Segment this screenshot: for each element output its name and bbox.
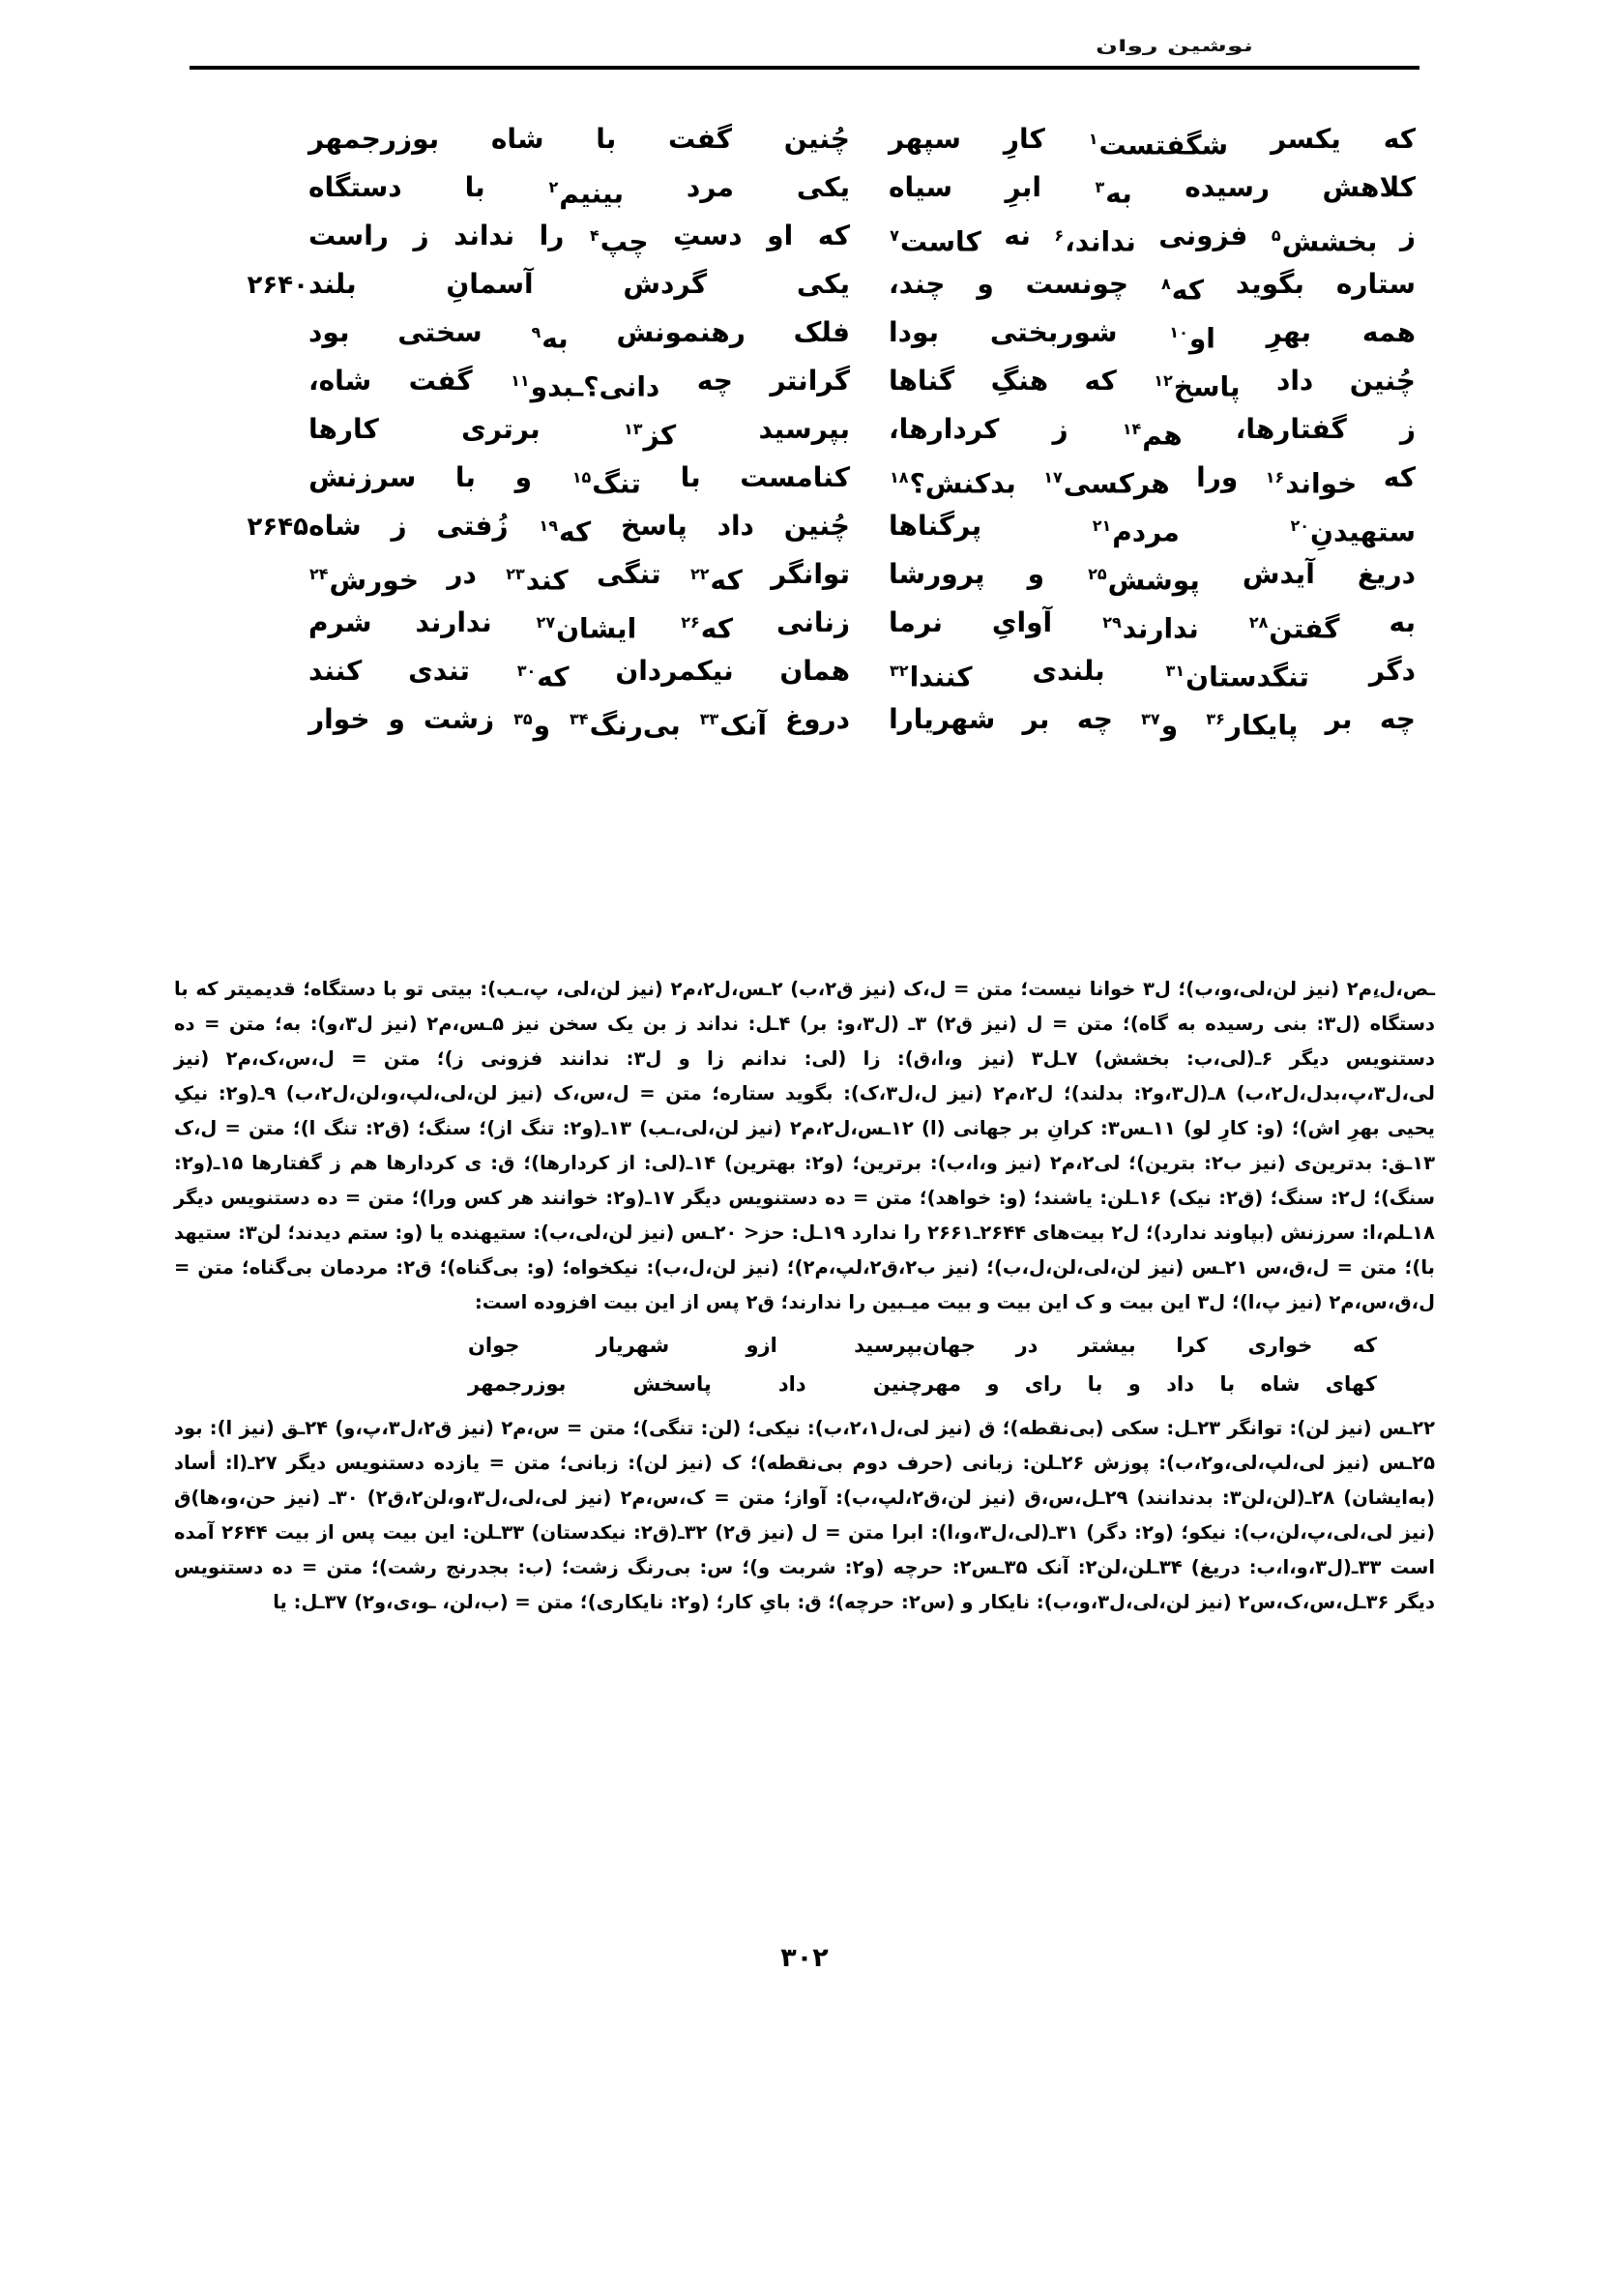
verse-word: شوربختی — [989, 316, 1118, 348]
verse-word: که — [1084, 365, 1117, 397]
verse-word: او — [767, 220, 794, 251]
hemistich-left — [850, 259, 1416, 314]
verse-word: که$^{۲۲}$ — [689, 564, 743, 597]
verse-word: کنند — [308, 655, 363, 687]
verse-word: سرزنش — [308, 461, 417, 493]
hemistich-right — [308, 404, 850, 459]
verse-word: و$^{۳۵}$ — [513, 709, 551, 742]
verse-word: کهای — [1325, 1372, 1377, 1396]
inset-hemistich-left — [922, 1326, 1377, 1365]
verse-word: ورا — [1196, 461, 1239, 493]
verse-number: ۲۶۴۵ — [247, 513, 308, 542]
hemistich-left — [850, 211, 1416, 266]
verse-word: بیشتر — [1078, 1334, 1136, 1357]
running-head — [190, 37, 1419, 70]
verse-word: و — [514, 461, 533, 493]
verse-number — [237, 211, 308, 213]
hemistich-right — [308, 308, 850, 363]
verse-word: با — [464, 171, 485, 203]
verse-word: به$^۳$ — [1095, 177, 1132, 210]
verse-word: بی‌رنگ$^{۳۴}$ — [570, 709, 681, 742]
verse-word: شاه، — [308, 365, 372, 397]
verse-number — [237, 308, 308, 309]
verse-word: با — [1087, 1372, 1103, 1396]
verse-word: کلاهش — [1322, 171, 1416, 203]
verse-word: بر — [1325, 703, 1353, 735]
verse-word: شگفتست$^۱$ — [1088, 129, 1229, 162]
verse-number — [237, 453, 308, 455]
verse-number — [237, 404, 308, 406]
verse-word: گفت — [667, 123, 733, 155]
footnote-marker: ۱۰ — [1169, 323, 1188, 341]
verse-word: هم$^{۱۴}$ — [1122, 419, 1183, 452]
verse-word: پاسخ — [621, 510, 687, 542]
footnote-marker: ۱۵ — [571, 468, 592, 486]
verse-word: او$^{۱۰}$ — [1169, 322, 1215, 355]
verse-word: راست — [308, 220, 389, 251]
verse-word: چند، — [889, 268, 946, 300]
verse-line — [193, 308, 1416, 356]
footnote-marker: ۲۰ — [1290, 516, 1310, 535]
verse-word: چه — [696, 365, 733, 397]
verse-word: بدکنش؟$^{۱۸}$ — [890, 467, 1016, 500]
verse-word: دریغ — [1357, 558, 1416, 590]
page-number: ۳۰۲ — [780, 1943, 829, 1973]
hemistich-right — [308, 549, 850, 604]
verse-word: شاه — [490, 123, 544, 155]
verse-number — [237, 162, 308, 164]
verse-word: ز — [413, 220, 429, 251]
footnote-marker: ۱۳ — [623, 420, 643, 438]
verse-word: نداند،$^۶$ — [1054, 225, 1136, 258]
verse-word: و — [977, 268, 994, 300]
verse-word: نیکمردان — [615, 655, 734, 687]
hemistich-right — [308, 694, 850, 750]
verse-word: بر — [1022, 703, 1050, 735]
verse-word: زُفتی — [436, 510, 509, 542]
footnote-marker: ۱۴ — [1122, 420, 1142, 438]
verse-word: مرد — [686, 171, 734, 203]
verse-word: کنندا$^{۳۲}$ — [890, 661, 973, 693]
verse-block — [193, 114, 1416, 743]
verse-word: شهریار — [596, 1334, 670, 1357]
verse-word: گرانتر — [770, 365, 850, 397]
verse-word: بخشش$^۵$ — [1271, 225, 1378, 258]
verse-word: به$^۹$ — [531, 322, 569, 355]
verse-word: که$^۸$ — [1160, 274, 1204, 307]
verse-word: پوشش$^{۲۵}$ — [1088, 564, 1200, 597]
verse-word: در — [1015, 1334, 1039, 1357]
verse-word: کنامست — [740, 461, 850, 493]
verse-word: و — [986, 1372, 1000, 1396]
verse-word: سپهر — [889, 123, 961, 155]
footnote-marker: ۸ — [1160, 275, 1171, 293]
verse-line — [193, 404, 1416, 453]
footnote-marker: ۵ — [1271, 226, 1281, 245]
verse-word: که — [817, 220, 850, 251]
verse-word: نرما — [889, 606, 943, 638]
footnote-marker: ۶ — [1054, 226, 1065, 245]
verse-word: بوزرجمهر — [468, 1372, 567, 1396]
verse-word: و — [1127, 1372, 1141, 1396]
verse-word: گفت — [408, 365, 473, 397]
verse-word: هنگِ — [990, 365, 1049, 397]
verse-word: آوایِ — [991, 606, 1053, 638]
apparatus-paragraph-1: ـص،ل،ِم۲ (نیز لن،لی،و،ب)؛ ل۳ خوانا نیست؛ متن = ل،ک (نیز ق۲،ب) ۲ـس،ل۲،م۲ (نیز لن،لی، پ،ـب): بیتی تو با دستگاه؛ قدیمیتر که با دستگاه (ل۳: بنی رسیده به گاه)؛ متن = ل (نیز ق۲) ۳ـ (ل۳،و: بر) ۴ـل: نداند ز بن یک سخن نیز ۵ـس،م۲ (نیز ل۳،و): به؛ متن = ده دستنویس دیگر ۶ـ(لی،ب: بخشش) ۷ـل۳ (نیز و،ا،ق): زا (لی: ندانم زا و ل۳: ندانند فزونی ز)؛ متن = ل،س،ک،م۲ (نیز لی،ل۳،پ،بدل،ل۲،ب) ۸ـ(ل۳،و۲: بدلند)؛ ل۲،م۲ (نیز ل،ل۳،ک): بگوید ستاره؛ متن = ل،س،ک (نیز لن،لی،لپ،و،لن،ل۲،ب) ۹ـ(و۲: نیکِ یحیی بهرِ اش)؛ (و: کارِ لو) ۱۱ـس۳: کرانِ بر جهانی (ا) ۱۲ـس،ل۲،م۲ (نیز لن،لی،ـب) ۱۳ـ(و۲: تنگ از)؛ سنگ؛ (ق۲: تنگ ا)؛ متن = ل،ک ۱۳ـق: بدترین‌ی (نیز ب۲: بترین)؛ لی۲،م۲ (نیز و،ا،ب): برترین؛ (و۲: بهترین) ۱۴ـ(لی: از کردارها)؛ ق: ی کردارها هم ز گفتارها ۱۵ـ(و۲: سنگ)؛ ل۲: سنگ؛ (ق۲: نیک) ۱۶ـلن: یاشند؛ (و: خواهد)؛ متن = ده دستنویس دیگر ۱۷ـ(و۲: خوانند هر کس ورا)؛ متن = ده دستنویس دیگر ۱۸ـلم،ا: سرزنش (بپاوند ندارد)؛ ل۲ بیت‌های ۲۶۴۴ـ۲۶۶۱ را ندارد ۱۹ـل: حز< ۲۰ـس (نیز لن،لی،ب): ستیهنده یا (و: ستم دیدند؛ لن۳: ستیهد با)؛ متن = ل،ق،س ۲۱ـس (نیز لن،لی،لن،ل،ب)؛ (نیز ب۲،ق۲،لپ،م۲)؛ (نیز لن،ل،ب): نیکخواه؛ (و: بی‌گناه)؛ ق۲: مردمان بی‌گناه؛ متن = ل،ق،س،م۲ (نیز پ،ا)؛ ل۳ این بیت و ک این بیت و بیت میـبین را ندارند؛ ق۲ پس از این بیت افزوده است: — [174, 978, 1436, 1313]
verse-word: نه — [1004, 220, 1031, 251]
verse-word: گناها — [889, 365, 955, 397]
verse-word: ندارند$^{۲۹}$ — [1102, 612, 1199, 645]
verse-word: رهنمونش — [616, 316, 746, 348]
footnote-marker: ۳۶ — [1206, 710, 1225, 728]
verse-word: هرکسی$^{۱۷}$ — [1043, 467, 1170, 500]
verse-word: همه — [1361, 316, 1416, 348]
verse-word: با — [596, 123, 617, 155]
verse-word: چُنین — [783, 510, 850, 542]
verse-word: مردم$^{۲۱}$ — [1092, 515, 1180, 548]
verse-word: تنگدستان$^{۳۱}$ — [1165, 661, 1309, 693]
verse-word: کند$^{۲۳}$ — [506, 564, 569, 597]
verse-word: خوار — [308, 703, 370, 735]
verse-word: ایشان$^{۲۷}$ — [536, 612, 637, 645]
verse-word: کرا — [1176, 1334, 1208, 1357]
footnote-marker: ۳۲ — [890, 662, 909, 680]
verse-line — [193, 646, 1416, 694]
verse-word: رسیده — [1185, 171, 1270, 203]
hemistich-right — [308, 453, 850, 508]
verse-number — [237, 549, 308, 551]
verse-word: چونست — [1025, 268, 1129, 300]
verse-word: تنگی — [597, 558, 661, 590]
verse-word: که — [1353, 1334, 1377, 1357]
verse-word: یکی — [796, 268, 850, 300]
footnote-marker: ۲۹ — [1102, 613, 1122, 632]
verse-word: شاه — [1260, 1372, 1301, 1396]
footnote-marker: ۲۸ — [1248, 613, 1269, 632]
verse-line — [193, 162, 1416, 211]
verse-word: توانگر — [771, 558, 850, 590]
verse-line — [193, 356, 1416, 404]
verse-word: بودا — [889, 316, 940, 348]
verse-word: پایکار$^{۳۶}$ — [1206, 709, 1299, 742]
footnote-marker: ۳۱ — [1165, 662, 1185, 680]
verse-word: برتری — [461, 413, 541, 445]
verse-word: با — [680, 461, 701, 493]
verse-word: که$^{۲۶}$ — [681, 612, 733, 645]
verse-word: گفتارها، — [1235, 413, 1347, 445]
hemistich-left — [850, 549, 1416, 604]
inset-hemistich-right — [468, 1326, 922, 1365]
verse-word: ز — [1052, 413, 1068, 445]
hemistich-right — [308, 259, 850, 309]
hemistich-left — [850, 114, 1416, 169]
hemistich-left — [850, 162, 1416, 218]
verse-word: که$^{۳۰}$ — [516, 661, 570, 693]
verse-word: یکی — [796, 171, 850, 203]
hemistich-left — [850, 598, 1416, 653]
verse-word: فلک — [793, 316, 850, 348]
verse-word: زنانی — [776, 606, 850, 638]
verse-word: نداند — [453, 220, 515, 251]
footnote-marker: ۱۷ — [1043, 468, 1063, 486]
verse-word: شرم — [308, 606, 372, 638]
footnote-marker: ۴ — [589, 226, 600, 245]
footnote-marker: ۳۷ — [1141, 710, 1160, 728]
verse-word: چپ$^۴$ — [589, 225, 649, 258]
footnote-marker: ۹ — [531, 323, 541, 341]
footnote-marker: ۲۳ — [506, 565, 525, 583]
verse-word: یکسر — [1271, 123, 1341, 155]
verse-word: بوزرجمهر — [308, 123, 440, 155]
verse-line — [193, 501, 1416, 549]
footnote-marker: ۱ — [1088, 130, 1098, 148]
verse-word: گفتن$^{۲۸}$ — [1248, 612, 1340, 645]
apparatus-paragraph-2: ۲۲ـس (نیز لن): توانگر ۲۳ـل: سکی (بی‌نقطه)؛ ق (نیز لی،ل۲،۱،ب): نیکی؛ (لن: تنگی)؛ متن = س،م۲ (نیز ق۲،ل۳،پ،و) ۲۴ـق (نیز ا): بود ۲۵ـس (نیز لی،لپ،لی،و۲،ب): پوزش ۲۶ـلن: زبانی (حرف دوم بی‌نقطه)؛ ک (نیز لن): زبانی؛ متن = یازده دستنویس دیگر ۲۷ـ(ا: أساد (به‌ایشان) ۲۸ـ(لن،لن۳: بدندانند) ۲۹ـل،س،ق (نیز لن،ق۲،لپ،ب): آواز؛ متن = ک،س،م۲ (نیز لی،لی،ل۳،و،لن۲،ق۲) ۳۰ـ (نیز حن،و،ها)ق (نیز لی،لی،پ،لن،ب): نیکو؛ (و۲: دگر) ۳۱ـ(لی،ل۳،و،ا): ابرا متن = ل (نیز ق۲) ۳۲ـ(ق۲: نیکدستان) ۳۳ـلن: این بیت پس از بیت ۲۶۴۴ آمده است ۳۳ـ(ل۳،و،ا،ب: دریغ) ۳۴ـلن،لن۲: آنک ۳۵ـس۲: حرچه (و۲: شربت و)؛ س: بی‌رنگ زشت؛ (ب: بجدرنج رشت)؛ متن = ده دستنویس دیگر ۳۶ـل،س،ک،س۲ (نیز لن،لی،ل۳،و،ب): نایکار و (س۲: حرچه)؛ ق: بایِ کار؛ (و۲: نایکاری)؛ متن = (ب،لن، ـو،ی،و۲) ۳۷ـل: یا — [174, 1417, 1436, 1613]
verse-word: زشت — [423, 703, 495, 735]
hemistich-right — [308, 114, 850, 163]
verse-word: ندارند — [415, 606, 492, 638]
hemistich-right — [308, 598, 850, 653]
apparatus-inset-verse — [232, 1326, 1377, 1365]
verse-word: به — [1389, 606, 1416, 638]
hemistich-right — [308, 356, 850, 411]
verse-word: چه — [1076, 703, 1113, 735]
verse-word: بهرِ — [1266, 316, 1312, 348]
verse-word: مهر — [922, 1372, 961, 1396]
verse-word: چُنین — [1349, 365, 1416, 397]
hemistich-left — [850, 404, 1416, 459]
verse-word: خورش$^{۲۴}$ — [309, 564, 420, 597]
verse-word: ز — [1399, 220, 1416, 251]
apparatus-inset-verses — [174, 1326, 1435, 1403]
footnote-marker: ۲۲ — [689, 565, 710, 583]
header-rule — [190, 66, 1419, 70]
verse-word: چه — [1379, 703, 1416, 735]
hemistich-left — [850, 646, 1416, 701]
verse-word: ازو — [746, 1334, 777, 1357]
verse-number — [237, 356, 308, 358]
verse-word: که — [1383, 123, 1416, 155]
verse-word: دروغ — [784, 703, 850, 735]
running-head-title: نوشین روان — [1096, 37, 1253, 56]
verse-word: جوان — [468, 1334, 520, 1357]
verse-word: و$^{۳۷}$ — [1141, 709, 1179, 742]
verse-word: ز — [391, 510, 407, 542]
verse-word: آیدش — [1242, 558, 1315, 590]
verse-word: تندی — [408, 655, 470, 687]
verse-word: بپرسید — [854, 1334, 922, 1357]
footnote-marker: ۱۲ — [1154, 371, 1173, 390]
verse-word: دستگاه — [308, 171, 402, 203]
verse-word: سیاه — [889, 171, 953, 203]
hemistich-left — [850, 308, 1416, 363]
verse-word: گردش — [623, 268, 708, 300]
verse-word: خواند$^{۱۶}$ — [1265, 467, 1358, 500]
verse-number — [237, 646, 308, 648]
verse-line — [193, 549, 1416, 598]
verse-word: پرورشا — [889, 558, 985, 590]
footnote-marker: ۲۷ — [536, 613, 556, 632]
verse-word: کردارها، — [889, 413, 1000, 445]
verse-word: چُنین — [783, 123, 850, 155]
hemistich-right — [308, 162, 850, 218]
hemistich-left — [850, 694, 1416, 750]
verse-word: را — [539, 220, 565, 251]
verse-word: بپرسید — [758, 413, 850, 445]
verse-word: آسمانِ — [446, 268, 534, 300]
footnote-marker: ۷ — [890, 226, 899, 245]
footnote-marker: ۲۴ — [309, 565, 329, 583]
hemistich-left — [850, 356, 1416, 411]
footnote-marker: ۱۸ — [890, 468, 909, 486]
footnote-marker: ۳۰ — [516, 662, 537, 680]
hemistich-left — [850, 501, 1416, 556]
footnote-marker: ۱۱ — [511, 371, 530, 390]
verse-word: و — [1027, 558, 1045, 590]
verse-word: شاه — [308, 510, 362, 542]
verse-word: و — [388, 703, 405, 735]
verse-line — [193, 598, 1416, 646]
footnote-marker: ۲۱ — [1092, 516, 1112, 535]
verse-word: بینیم$^۲$ — [548, 177, 624, 210]
verse-number — [237, 114, 308, 116]
footnote-marker: ۳۳ — [699, 710, 719, 728]
verse-word: دگر — [1368, 655, 1416, 687]
verse-word: ز — [1399, 413, 1416, 445]
hemistich-right — [308, 501, 850, 556]
verse-line — [193, 211, 1416, 259]
verse-word: ابرِ — [1005, 171, 1042, 203]
verse-word: داد — [717, 510, 754, 542]
verse-word: سختی — [397, 316, 483, 348]
verse-word: داد — [1166, 1372, 1194, 1396]
footnote-marker: ۳۵ — [513, 710, 533, 728]
footnote-marker: ۲۵ — [1088, 565, 1107, 583]
verse-word: کاست$^۷$ — [890, 225, 981, 258]
verse-word: جهان — [922, 1334, 976, 1357]
verse-word: داد — [1275, 365, 1314, 397]
verse-word: که$^{۱۹}$ — [539, 515, 592, 548]
footnote-marker: ۳ — [1095, 178, 1105, 196]
verse-word: دستِ — [673, 220, 743, 251]
inset-hemistich-right — [468, 1365, 922, 1403]
verse-word: فزونی — [1158, 220, 1248, 251]
verse-line — [193, 453, 1416, 501]
verse-word: کز$^{۱۳}$ — [623, 419, 677, 452]
verse-word: بلند — [308, 268, 357, 300]
verse-word: چنین — [872, 1372, 922, 1396]
footnote-marker: ۳۴ — [570, 710, 589, 728]
footnote-marker: ۲۶ — [681, 613, 700, 632]
verse-number — [237, 694, 308, 696]
verse-word: همان — [779, 655, 850, 687]
verse-word: بلندی — [1032, 655, 1105, 687]
hemistich-right — [308, 211, 850, 266]
verse-word: پاسخش — [632, 1372, 712, 1396]
verse-word: ستاره — [1335, 268, 1416, 300]
verse-word: بگوید — [1235, 268, 1304, 300]
verse-word: داد — [777, 1372, 806, 1396]
verse-word: کارِ — [1003, 123, 1045, 155]
verse-word: شهریارا — [889, 703, 996, 735]
verse-word: با — [454, 461, 476, 493]
footnote-marker: ۲ — [548, 178, 559, 196]
verse-word: پاسخ$^{۱۲}$ — [1154, 370, 1241, 403]
apparatus-inset-verse — [232, 1365, 1377, 1403]
footnote-marker: ۱۶ — [1265, 468, 1285, 486]
verse-word: تنگ$^{۱۵}$ — [571, 467, 641, 500]
verse-word: ستهیدنِ$^{۲۰}$ — [1290, 515, 1416, 548]
verse-word: رای — [1024, 1372, 1063, 1396]
apparatus-criticus — [174, 972, 1435, 1620]
verse-word: آنک$^{۳۳}$ — [699, 709, 767, 742]
verse-word: کارها — [308, 413, 379, 445]
verse-word: با — [1219, 1372, 1236, 1396]
verse-number — [237, 598, 308, 600]
verse-word: پرگناها — [889, 510, 982, 542]
inset-hemistich-left — [922, 1365, 1377, 1403]
verse-word: در — [447, 558, 477, 590]
verse-number: ۲۶۴۰ — [247, 271, 308, 300]
verse-word: بود — [308, 316, 350, 348]
hemistich-right — [308, 646, 850, 701]
verse-line — [193, 114, 1416, 162]
verse-line — [193, 694, 1416, 743]
verse-word: خواری — [1247, 1334, 1313, 1357]
hemistich-left — [850, 453, 1416, 508]
verse-word: دانی؟ـبدو$^{۱۱}$ — [511, 370, 660, 403]
footnote-marker: ۱۹ — [539, 516, 558, 535]
verse-line — [193, 259, 1416, 308]
verse-word: که — [1383, 461, 1416, 493]
